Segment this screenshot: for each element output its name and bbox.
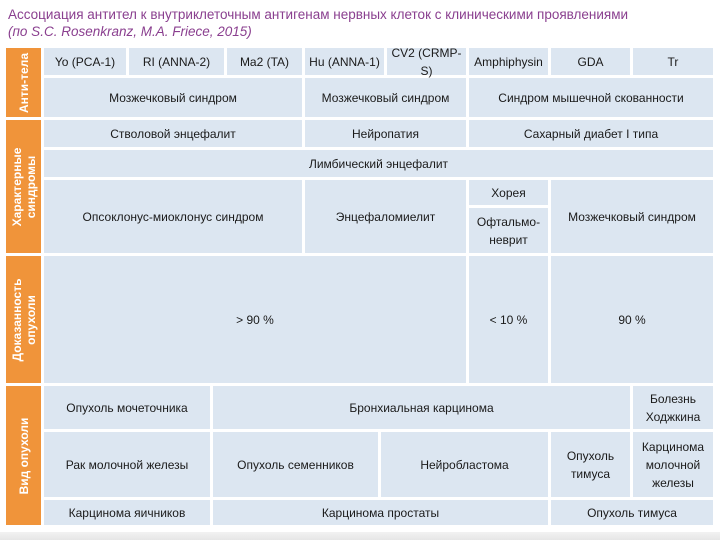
section-evidence <box>6 256 44 386</box>
tumor-breast-carcinoma: Карцинома молочной железы <box>633 432 716 500</box>
tumor-neuroblastoma: Нейробластома <box>381 432 551 500</box>
tumor-ovarian-carcinoma: Карцинома яичников <box>44 500 213 528</box>
tumor-prostate-carcinoma: Карцинома простаты <box>213 500 551 528</box>
syndrome-cerebellar-1: Мозжечковый синдром <box>44 78 305 120</box>
section-tumor-type <box>6 386 44 528</box>
tumor-hodgkin: Болезнь Ходжкина <box>633 386 716 432</box>
evidence-over-90: > 90 % <box>44 256 469 386</box>
evidence-90: 90 % <box>551 256 716 386</box>
section-label-syndromes: Характерные синдромы <box>9 147 38 226</box>
syndrome-diabetes-type1: Сахарный диабет I типа <box>469 120 716 150</box>
section-antibodies <box>6 48 44 120</box>
antibody-table <box>6 45 716 528</box>
title-line-2: (по S.C. Rosenkranz, M.A. Friece, 2015) <box>8 24 252 39</box>
antibody-yo: Yo (PCA-1) <box>44 48 129 78</box>
antibody-ma2: Ma2 (TA) <box>227 48 305 78</box>
tumor-testicular: Опухоль семенников <box>213 432 381 500</box>
title-line-1: Ассоциация антител к внутриклеточным антигенам нервных клеток с клиническими проявлениями <box>8 7 629 22</box>
antibody-gda: GDA <box>551 48 633 78</box>
section-label-tumor-type: Вид опухоли <box>16 417 31 494</box>
tumor-bronchial-carcinoma: Бронхиальная карцинома <box>213 386 633 432</box>
antibody-tr: Tr <box>633 48 716 78</box>
antibody-amphiphysin: Amphiphysin <box>469 48 551 78</box>
syndrome-opsoclonus-myoclonus: Опсоклонус-миоклонус синдром <box>44 180 305 256</box>
tumor-thymoma-1: Опухоль тимуса <box>551 432 633 500</box>
syndrome-encephalomyelitis: Энцефаломиелит <box>305 180 469 256</box>
syndrome-cerebellar-3: Мозжечковый синдром <box>551 180 716 256</box>
bottom-strip <box>0 532 720 540</box>
syndrome-stiff-person: Синдром мышечной скованности <box>469 78 716 120</box>
page-title <box>8 6 708 40</box>
section-syndromes <box>6 120 44 256</box>
tumor-ureter: Опухоль мочеточника <box>44 386 213 432</box>
evidence-under-10: < 10 % <box>469 256 551 386</box>
antibody-ri: RI (ANNA-2) <box>129 48 227 78</box>
section-label-antibodies: Анти-тела <box>16 52 31 113</box>
syndrome-optic-neuritis: Офтальмо-неврит <box>469 208 551 256</box>
tumor-breast-cancer: Рак молочной железы <box>44 432 213 500</box>
syndrome-limbic-encephalitis: Лимбический энцефалит <box>44 150 716 180</box>
antibody-hu: Hu (ANNA-1) <box>305 48 387 78</box>
syndrome-cerebellar-2: Мозжечковый синдром <box>305 78 469 120</box>
antibody-cv2: CV2 (CRMP-S) <box>387 48 469 78</box>
syndrome-neuropathy: Нейропатия <box>305 120 469 150</box>
tumor-thymoma-2: Опухоль тимуса <box>551 500 716 528</box>
section-label-evidence: Доказанность опухоли <box>9 278 38 361</box>
syndrome-brainstem-encephalitis: Стволовой энцефалит <box>44 120 305 150</box>
syndrome-chorea: Хорея <box>469 180 551 208</box>
